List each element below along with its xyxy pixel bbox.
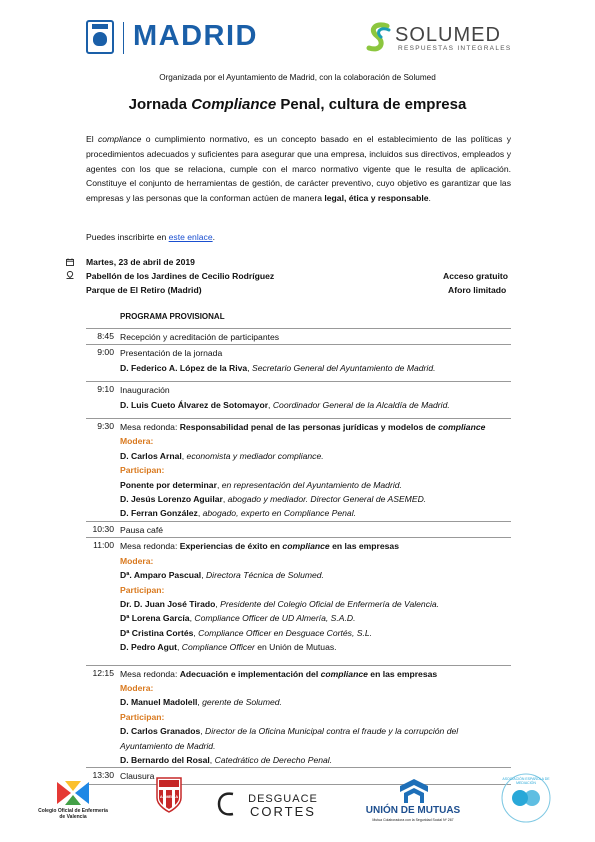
intro-em: compliance [97, 134, 142, 144]
speaker-role: Catedrático de Derecho Penal. [214, 754, 333, 765]
row-text [120, 667, 511, 681]
row-pre: Mesa redonda: [120, 668, 180, 679]
speaker-role: abogado y mediador. Director General de ASEMED. [227, 494, 427, 505]
speaker-role: Compliance Officer en Desguace Cortés, S.L. [198, 627, 373, 638]
speaker-role: Compliance Officer de UD Almería, S.A.D. [194, 613, 356, 624]
speaker-line: D. Jesús Lorenzo Aguilar, abogado y mediador. Director General de ASEMED. [120, 494, 427, 505]
speaker-name: D. Manuel Madolell [120, 697, 198, 708]
row-time: 9:30 [97, 421, 114, 432]
row-topic-em: compliance [282, 541, 330, 552]
speaker-name: Ponente por determinar [120, 479, 217, 490]
calendar-icon [66, 258, 74, 266]
speaker-name: Dª Cristina Cortés [120, 627, 194, 638]
row-pre: Mesa redonda: [120, 541, 180, 552]
intro-bold: legal, ética y responsable [324, 193, 429, 204]
row-time: 13:30 [92, 770, 114, 781]
speaker-name: D. Luis Cueto Álvarez de Sotomayor [120, 399, 269, 410]
moderator-label: Modera: [120, 555, 154, 566]
row-pre: Mesa redonda: [120, 422, 180, 433]
program-row [86, 537, 511, 664]
logo-separator [123, 22, 124, 54]
speaker-line: D. Pedro Agut, Compliance Officer en Unión de Mutuas. [120, 642, 337, 653]
event-access: Acceso gratuito [443, 271, 508, 281]
participants-label: Participan: [120, 584, 165, 595]
intro-text: El [86, 134, 98, 144]
speaker-line: Ponente por determinar, en representación del Ayuntamiento de Madrid. [120, 479, 402, 490]
row-time: 8:45 [97, 331, 114, 341]
speaker-role: gerente de Solumed. [202, 697, 282, 708]
madrid-logo-text: MADRID [133, 20, 258, 52]
speaker-line: D. Carlos Granados, Director de la Oficina Municipal contra el fraude y la corrupción del Ayuntamiento de Madrid. [120, 726, 459, 751]
row-text: Clausura [120, 771, 155, 782]
union-mutuas-sub: Mutua Colaboradora con la Seguridad Social Nº 267 [372, 818, 454, 822]
row-topic-em: compliance [438, 422, 486, 433]
speaker-name: D. Jesús Lorenzo Aguilar [120, 494, 223, 505]
signup-text: Puedes inscribirte en [86, 232, 169, 242]
program-row [86, 767, 511, 784]
row-text: Presentación de la jornada [120, 348, 223, 359]
title-pre: Jornada [128, 96, 192, 113]
program-row [86, 418, 511, 521]
speaker-name: D. Pedro Agut [120, 642, 177, 653]
title-post: Penal, cultura de empresa [276, 96, 467, 113]
row-topic: Experiencias de éxito en [179, 541, 283, 552]
row-topic-post: en las empresas [367, 668, 438, 679]
speaker-role: Directora Técnica de Solumed. [205, 570, 324, 581]
row-text [120, 539, 511, 553]
speaker-name: D. Ferran González [120, 508, 198, 519]
title-em: Compliance [191, 96, 277, 113]
row-text: Inauguración [120, 385, 170, 396]
speaker-line: D. Luis Cueto Álvarez de Sotomayor, Coordinador General de la Alcaldía de Madrid. [120, 399, 450, 410]
location-icon [66, 271, 74, 279]
speaker-line: D. Bernardo del Rosal, Catedrático de Derecho Penal. [120, 754, 333, 765]
signup-line [86, 232, 215, 242]
solumed-logo-icon [365, 20, 395, 54]
speaker-role: Presidente del Colegio Oficial de Enfermería de Valencia. [220, 598, 440, 609]
page-title [0, 96, 595, 113]
madrid-crest-logo [86, 20, 114, 54]
desguace-label-1: DESGUACE [248, 793, 318, 805]
enfermeria-logo-icon [55, 780, 91, 806]
row-text [120, 420, 511, 434]
row-topic-em: compliance [320, 668, 368, 679]
program-row [86, 344, 511, 381]
speaker-role: Compliance Officer [181, 642, 255, 653]
speaker-line: Dr. D. Juan José Tirado, Presidente del Colegio Oficial de Enfermería de Valencia. [120, 598, 440, 609]
intro-paragraph [86, 132, 511, 206]
row-time: 9:00 [97, 347, 114, 358]
speaker-name: D. Carlos Granados [120, 726, 201, 737]
intro-end: . [428, 193, 431, 204]
event-date: Martes, 23 de abril de 2019 [86, 257, 195, 267]
almeria-label: ALMERÍA [159, 794, 179, 799]
speaker-name: D. Carlos Arnal [120, 450, 182, 461]
speaker-role: Coordinador General de la Alcaldía de Madrid. [272, 399, 450, 410]
speaker-role: economista y mediador compliance. [186, 450, 324, 461]
program-row [86, 665, 511, 768]
enfermeria-label: Colegio Oficial de Enfermería de Valencia [38, 808, 108, 820]
union-mutuas-icon [398, 778, 430, 804]
row-time: 9:10 [97, 384, 114, 395]
program-title: PROGRAMA PROVISIONAL [120, 312, 225, 321]
event-capacity: Aforo limitado [448, 285, 507, 295]
mediacion-label: ASOCIACIÓN ESPAÑOLA DE MEDIACIÓN [502, 777, 550, 785]
speaker-line: D. Carlos Arnal, economista y mediador compliance. [120, 450, 324, 461]
signup-link[interactable]: este enlace [168, 232, 213, 242]
row-topic: Adecuación e implementación del [179, 668, 321, 679]
speaker-line: D. Ferran González, abogado, experto en Compliance Penal. [120, 508, 356, 519]
speaker-role: abogado, experto en Compliance Penal. [202, 508, 356, 519]
speaker-name: Dª Lorena García [120, 613, 190, 624]
event-place-1: Pabellón de los Jardines de Cecilio Rodríguez [86, 271, 275, 281]
speaker-name: D. Federico A. López de la Riva [120, 362, 248, 373]
participants-label: Participan: [120, 711, 165, 722]
moderator-label: Modera: [120, 436, 154, 447]
row-text: Pausa café [120, 524, 163, 535]
participants-label: Participan: [120, 465, 165, 476]
speaker-line: D. Federico A. López de la Riva, Secretario General del Ayuntamiento de Madrid. [120, 362, 436, 373]
row-time: 10:30 [92, 523, 114, 534]
speaker-line: D. Manuel Madolell, gerente de Solumed. [120, 697, 282, 708]
row-time: 12:15 [92, 667, 114, 678]
intro-text: o cumplimiento normativo, es un concepto basado en el establecimiento de las políticas y procedimientos adecuados y suficientes para asegurar que una empresa, incluidos sus directivos, empleados y agentes con los que se relaciona, cumple con el marco normativo vigente que le resulta de aplicación. Constituye el conjunto de herramientas de gestión, de carácter preventivo, cuyo objetivo es garantizar que las empresas y las personas que la conforman actúen de manera [86, 134, 511, 204]
row-topic-post: en las empresas [329, 541, 399, 552]
speaker-line: Dª. Amparo Pascual, Directora Técnica de Solumed. [120, 570, 324, 581]
program-row [86, 328, 511, 344]
solumed-tagline: RESPUESTAS INTEGRALES [398, 45, 512, 52]
desguace-label-2: CORTES [250, 804, 316, 819]
moderator-label: Modera: [120, 682, 154, 693]
event-place-2: Parque de El Retiro (Madrid) [86, 285, 202, 295]
signup-end: . [212, 232, 215, 242]
speaker-line: Dª Cristina Cortés, Compliance Officer en Desguace Cortés, S.L. [120, 627, 373, 638]
program-table [86, 328, 511, 785]
speaker-role: Director de la Oficina Municipal contra el fraude y la corrupción del Ayuntamiento de Madrid. [120, 726, 459, 751]
row-text: Recepción y acreditación de participantes [120, 332, 280, 342]
organizer-line: Organizada por el Ayuntamiento de Madrid, con la colaboración de Solumed [159, 73, 436, 82]
speaker-role: Secretario General del Ayuntamiento de Madrid. [251, 362, 436, 373]
speaker-name: Dr. D. Juan José Tirado [120, 598, 216, 609]
row-time: 11:00 [93, 540, 114, 551]
speaker-org: en Unión de Mutuas. [254, 642, 337, 653]
speaker-role: en representación del Ayuntamiento de Madrid. [221, 479, 402, 490]
union-mutuas-label: UNIÓN DE MUTUAS [365, 805, 461, 816]
solumed-logo-text: SOLUMED [395, 24, 501, 46]
program-row [86, 521, 511, 537]
speaker-name: D. Bernardo del Rosal [120, 754, 210, 765]
speaker-name: Dª. Amparo Pascual [120, 570, 202, 581]
row-topic: Responsabilidad penal de las personas jurídicas y modelos de [179, 422, 439, 433]
speaker-line: Dª Lorena García, Compliance Officer de UD Almería, S.A.D. [120, 613, 356, 624]
program-row [86, 381, 511, 418]
